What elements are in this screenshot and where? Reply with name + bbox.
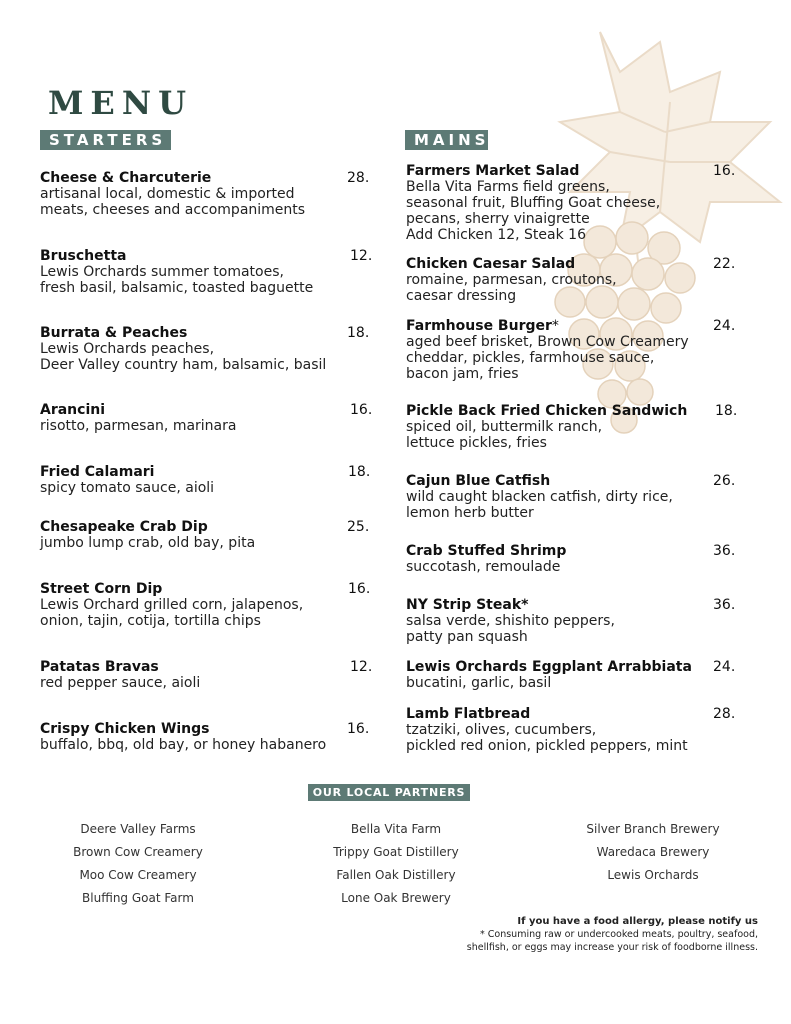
- item-price: 16.: [713, 163, 736, 179]
- partner-name: Deere Valley Farms: [80, 822, 196, 836]
- item-price: 28.: [347, 170, 370, 186]
- menu-item: [40, 325, 370, 373]
- item-description: red pepper sauce, aioli: [40, 675, 201, 691]
- item-name: Burrata & Peaches: [40, 325, 188, 341]
- item-name: Patatas Bravas: [40, 659, 159, 675]
- item-description: Lewis Orchards summer tomatoes, fresh basil, balsamic, toasted baguette: [40, 264, 314, 296]
- item-description: salsa verde, shishito peppers, patty pan squash: [406, 613, 615, 645]
- menu-item: [406, 706, 736, 754]
- item-name: Fried Calamari: [40, 464, 155, 480]
- menu-item: [40, 721, 370, 753]
- item-price: 18.: [348, 464, 371, 480]
- item-description: jumbo lump crab, old bay, pita: [40, 535, 256, 551]
- item-name: Cajun Blue Catfish: [406, 473, 551, 489]
- item-description: Lewis Orchard grilled corn, jalapenos, onion, tajin, cotija, tortilla chips: [40, 597, 304, 629]
- menu-item: [406, 318, 736, 382]
- item-name: Farmhouse Burger: [406, 318, 552, 334]
- item-name: Lamb Flatbread: [406, 706, 531, 722]
- menu-item: [406, 163, 736, 243]
- menu-item: [406, 473, 736, 521]
- item-name: Street Corn Dip: [40, 581, 163, 597]
- item-price: 16.: [347, 721, 370, 737]
- allergy-notice-title: If you have a food allergy, please notify us: [517, 916, 758, 927]
- item-name: NY Strip Steak*: [406, 597, 529, 613]
- menu-item: [406, 659, 736, 691]
- partner-name: Fallen Oak Distillery: [336, 868, 456, 882]
- partner-name: Lewis Orchards: [607, 868, 699, 882]
- item-description: aged beef brisket, Brown Cow Creamery cheddar, pickles, farmhouse sauce, bacon jam, fries: [406, 334, 689, 382]
- partner-name: Silver Branch Brewery: [586, 822, 720, 836]
- partner-name: Lone Oak Brewery: [341, 891, 451, 905]
- menu-item: [406, 597, 736, 645]
- partners-heading: OUR LOCAL PARTNERS: [308, 784, 470, 801]
- allergy-notice-line: shellfish, or eggs may increase your risk of foodborne illness.: [466, 942, 758, 953]
- item-name: Chesapeake Crab Dip: [40, 519, 208, 535]
- item-description: wild caught blacken catfish, dirty rice, lemon herb butter: [406, 489, 673, 521]
- item-description: spiced oil, buttermilk ranch, lettuce pickles, fries: [406, 419, 603, 451]
- menu-item: [406, 256, 736, 304]
- partner-name: Brown Cow Creamery: [73, 845, 203, 859]
- item-name: Crispy Chicken Wings: [40, 721, 210, 737]
- allergy-notice-line: * Consuming raw or undercooked meats, poultry, seafood,: [479, 929, 758, 940]
- item-name-suffix: *: [551, 318, 559, 334]
- partner-name: Trippy Goat Distillery: [333, 845, 459, 859]
- item-price: 18.: [347, 325, 370, 341]
- menu-item: [40, 170, 370, 218]
- item-name: Crab Stuffed Shrimp: [406, 543, 567, 559]
- menu-item: [40, 519, 370, 551]
- item-name: Chicken Caesar Salad: [406, 256, 576, 272]
- item-price: 22.: [713, 256, 736, 272]
- item-name: Cheese & Charcuterie: [40, 170, 212, 186]
- item-description: succotash, remoulade: [406, 559, 561, 575]
- item-price: 24.: [713, 318, 736, 334]
- item-description: romaine, parmesan, croutons, caesar dressing: [406, 272, 617, 304]
- partners-column-2: [316, 818, 476, 910]
- partners-column-1: [58, 818, 218, 910]
- item-description: spicy tomato sauce, aioli: [40, 480, 215, 496]
- partner-name: Bluffing Goat Farm: [82, 891, 194, 905]
- item-name: Farmers Market Salad: [406, 163, 580, 179]
- menu-item: [40, 248, 373, 296]
- item-price: 12.: [350, 659, 373, 675]
- item-price: 36.: [713, 597, 736, 613]
- partner-name: Moo Cow Creamery: [79, 868, 197, 882]
- item-description: Lewis Orchards peaches, Deer Valley country ham, balsamic, basil: [40, 341, 327, 373]
- item-price: 12.: [350, 248, 373, 264]
- item-price: 28.: [713, 706, 736, 722]
- item-description: tzatziki, olives, cucumbers, pickled red onion, pickled peppers, mint: [406, 722, 688, 754]
- menu-item: [40, 581, 370, 629]
- partners-column-3: [573, 818, 733, 887]
- item-description: risotto, parmesan, marinara: [40, 418, 237, 434]
- item-name: Lewis Orchards Eggplant Arrabbiata: [406, 659, 692, 675]
- item-price: 16.: [348, 581, 371, 597]
- item-price: 16.: [350, 402, 373, 418]
- item-price: 36.: [713, 543, 736, 559]
- partner-name: Waredaca Brewery: [596, 845, 710, 859]
- item-name: Arancini: [40, 402, 106, 418]
- item-name: Pickle Back Fried Chicken Sandwich: [406, 403, 688, 419]
- partner-name: Bella Vita Farm: [350, 822, 442, 836]
- mains-heading: MAINS: [405, 130, 488, 150]
- item-description: buffalo, bbq, old bay, or honey habanero: [40, 737, 327, 753]
- menu-item: [40, 659, 373, 691]
- menu-item: [406, 543, 736, 575]
- item-description: artisanal local, domestic & imported meats, cheeses and accompaniments: [40, 186, 306, 218]
- page-title: MENU: [48, 84, 193, 122]
- item-price: 18.: [715, 403, 738, 419]
- menu-item: [40, 464, 370, 496]
- starters-heading: STARTERS: [40, 130, 171, 150]
- allergy-notice: [467, 915, 758, 954]
- item-price: 24.: [713, 659, 736, 675]
- menu-item: [40, 402, 373, 434]
- item-price: 25.: [347, 519, 370, 535]
- item-description: Bella Vita Farms field greens, seasonal fruit, Bluffing Goat cheese, pecans, sherry vinaigrette Add Chicken 12, Steak 16: [406, 179, 661, 243]
- item-description: bucatini, garlic, basil: [406, 675, 552, 691]
- menu-item: [406, 403, 736, 451]
- item-name: Bruschetta: [40, 248, 127, 264]
- item-price: 26.: [713, 473, 736, 489]
